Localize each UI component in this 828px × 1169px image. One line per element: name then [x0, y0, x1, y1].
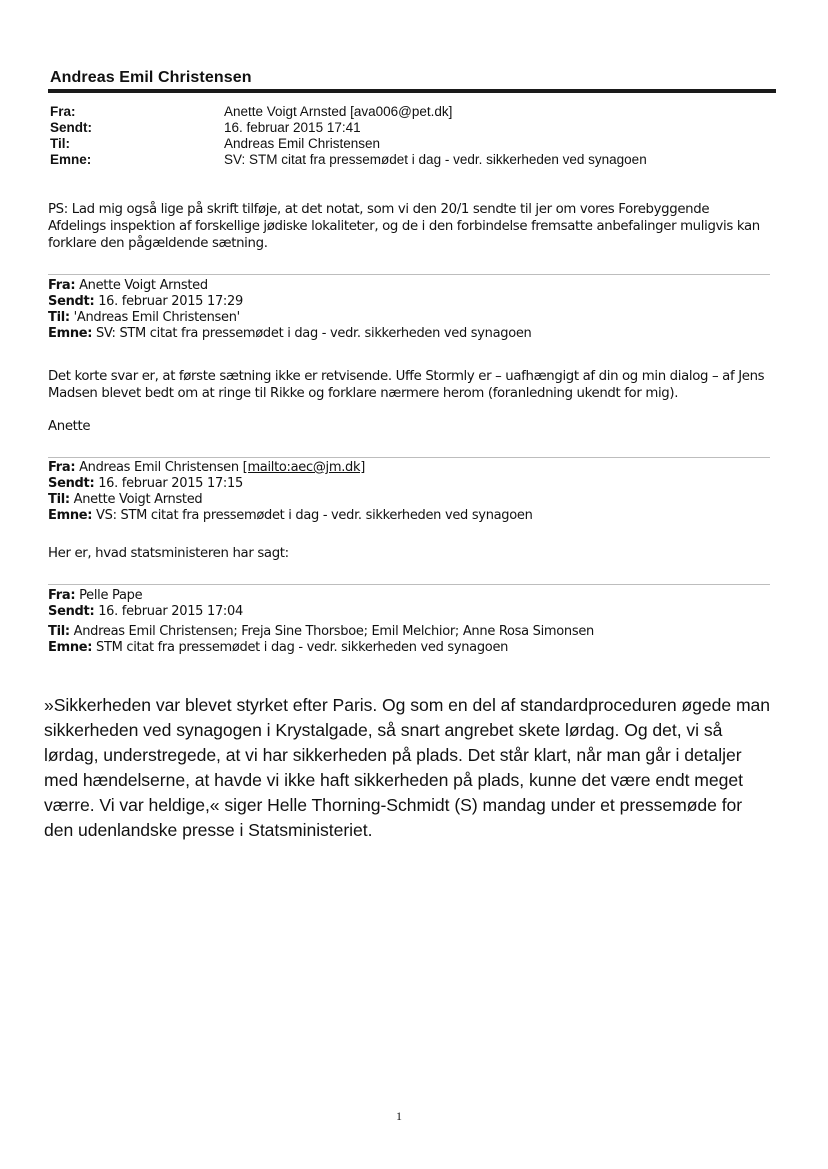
msg2-from-line: [48, 278, 208, 294]
msg3-from-line: [48, 460, 365, 476]
msg3-body: Her er, hvad statsministeren har sagt:: [48, 546, 289, 561]
press-quote: »Sikkerheden var blevet styrket efter Paris. Og som en del af standardproceduren øgede man sikkerheden ved synagogen i Krystalgade, så snart angrebet skete lørdag. Og det, vi så lørdag, understregede, at vi har sikkerheden på plads. Det står klart, når man går i detaljer med hændelserne, at havde vi ikke haft sikkerheden på plads, kunne det være endt meget værre. Vi var heldige,« siger Helle Thorning-Schmidt (S) mandag under et pressemøde for den udenlandske presse i Statsministeriet.: [44, 695, 771, 840]
message-separator: [48, 584, 770, 585]
msg2-sent-line: [48, 294, 243, 310]
subject-label: Emne:: [50, 152, 92, 167]
message-separator: [48, 457, 770, 458]
msg2-to-line: [48, 310, 240, 326]
msg2-from-value: Anette Voigt Arnsted: [79, 278, 208, 293]
msg2-signature: Anette: [48, 419, 91, 434]
msg3-subject-value: VS: STM citat fra pressemødet i dag - vedr. sikkerheden ved synagoen: [96, 508, 533, 523]
msg4-subject-value: STM citat fra pressemødet i dag - vedr. sikkerheden ved synagoen: [96, 640, 509, 655]
msg4-to-value: Andreas Emil Christensen; Freja Sine Thorsboe; Emil Melchior; Anne Rosa Simonsen: [73, 624, 594, 639]
msg4-sent-value: 16. februar 2015 17:04: [98, 604, 243, 619]
msg4-from-label: Fra:: [48, 588, 76, 603]
msg4-to-line: [48, 624, 594, 640]
msg3-subject-label: Emne:: [48, 508, 93, 523]
msg4-subject-label: Emne:: [48, 640, 93, 655]
mailbox-owner-name: Andreas Emil Christensen: [50, 69, 252, 86]
msg2-from-label: Fra:: [48, 278, 76, 293]
msg3-subject-line: [48, 508, 533, 524]
msg4-from-value: Pelle Pape: [79, 588, 143, 603]
from-label: Fra:: [50, 104, 76, 119]
sent-label: Sendt:: [50, 120, 92, 135]
msg3-sent-value: 16. februar 2015 17:15: [98, 476, 243, 491]
from-value: Anette Voigt Arnsted [ava006@pet.dk]: [224, 104, 453, 119]
sent-value: 16. februar 2015 17:41: [224, 120, 361, 135]
msg3-sent-label: Sendt:: [48, 476, 95, 491]
to-label: Til:: [50, 136, 70, 151]
msg2-subject-line: [48, 326, 531, 342]
msg2-to-value: 'Andreas Emil Christensen': [73, 310, 240, 325]
msg2-sent-value: 16. februar 2015 17:29: [98, 294, 243, 309]
header-divider: [48, 89, 776, 93]
msg2-subject-value: SV: STM citat fra pressemødet i dag - vedr. sikkerheden ved synagoen: [96, 326, 532, 341]
msg3-to-line: [48, 492, 202, 508]
to-value: Andreas Emil Christensen: [224, 136, 381, 151]
msg2-body: Det korte svar er, at første sætning ikke er retvisende. Uffe Stormly er – uafhængigt af din og min dialog – af Jens Madsen blevet bedt om at ringe til Rikke og forklare nærmere herom (foranledning ukendt for mig).: [48, 369, 765, 401]
msg4-sent-label: Sendt:: [48, 604, 95, 619]
msg3-to-label: Til:: [48, 492, 70, 507]
page-number: 1: [396, 1109, 402, 1123]
msg3-from-label: Fra:: [48, 460, 76, 475]
msg3-from-value: Andreas Emil Christensen: [79, 460, 239, 475]
msg4-from-line: [48, 588, 142, 604]
msg3-sent-line: [48, 476, 243, 492]
msg4-sent-line: [48, 604, 243, 620]
subject-value: SV: STM citat fra pressemødet i dag - vedr. sikkerheden ved synagoen: [224, 152, 647, 167]
message-separator: [48, 274, 770, 275]
msg2-to-label: Til:: [48, 310, 70, 325]
msg3-mailto-link[interactable]: [mailto:aec@jm.dk]: [242, 460, 365, 475]
msg3-to-value: Anette Voigt Arnsted: [73, 492, 203, 507]
msg4-to-label: Til:: [48, 624, 70, 639]
msg2-subject-label: Emne:: [48, 326, 93, 341]
msg4-subject-line: [48, 640, 508, 656]
msg2-sent-label: Sendt:: [48, 294, 95, 309]
ps-paragraph: PS: Lad mig også lige på skrift tilføje, at det notat, som vi den 20/1 sendte til jer om vores Forebyggende Afdelings inspektion af forskellige jødiske lokaliteter, og de i den forbindelse fremsatte anbefalinger muligvis kan forklare den pågældende sætning.: [48, 202, 760, 251]
